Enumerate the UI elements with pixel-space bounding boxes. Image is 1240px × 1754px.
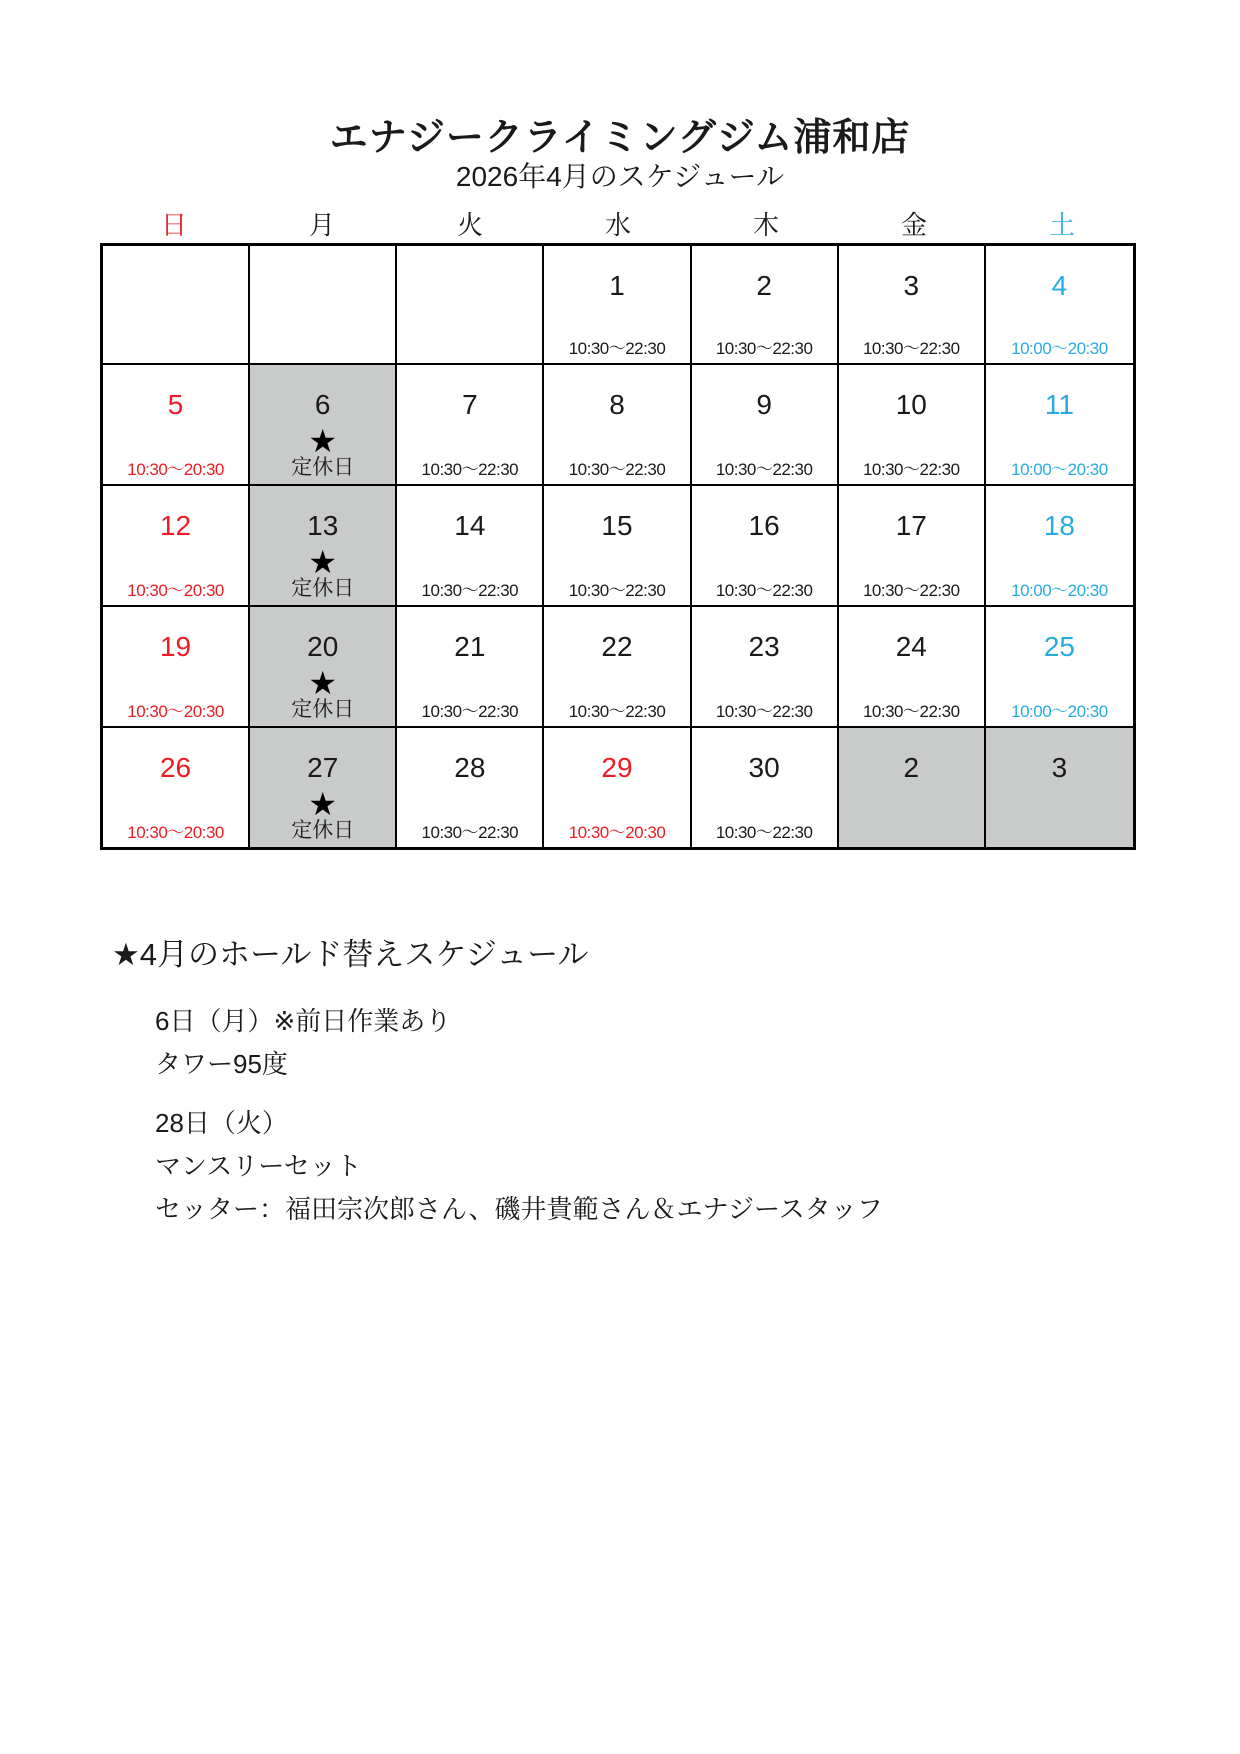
- calendar-cell-24: [839, 607, 986, 728]
- calendar-cell-8: [544, 365, 691, 486]
- star-icon: ★: [308, 423, 338, 459]
- day-number: 25: [1043, 631, 1075, 662]
- day-number: 26: [159, 752, 192, 783]
- closed-day-label: 定休日: [291, 698, 355, 721]
- star-icon: ★: [308, 665, 338, 701]
- day-number: 2: [756, 270, 772, 301]
- weekday-header: [100, 205, 1136, 242]
- open-hours: 10:30～22:30: [862, 581, 960, 600]
- weekday-label: 水: [604, 210, 631, 240]
- note-line: 28日（火）: [155, 1108, 288, 1138]
- calendar-cell-2: [692, 246, 839, 365]
- calendar-cell-3: [839, 246, 986, 365]
- page-title: エナジークライミングジム浦和店: [329, 117, 911, 159]
- closed-day-label: 定休日: [291, 819, 355, 842]
- open-hours: 10:30～22:30: [715, 460, 813, 479]
- note-block-hold-change-2: [155, 1102, 883, 1231]
- open-hours: 10:00～20:30: [1011, 460, 1108, 479]
- day-number: 24: [895, 631, 927, 662]
- calendar-cell-29: [544, 728, 691, 847]
- calendar-cell-16: [692, 486, 839, 607]
- open-hours: 10:30～22:30: [715, 823, 813, 842]
- weekday-label: 木: [752, 210, 779, 240]
- day-number: 12: [159, 510, 192, 541]
- open-hours: 10:30～20:30: [127, 581, 224, 600]
- calendar-cell-2: [839, 728, 986, 847]
- day-number: 6: [314, 389, 331, 420]
- weekday-label: 土: [1048, 210, 1075, 240]
- calendar-cell-7: [397, 365, 544, 486]
- calendar-cell-26: [103, 728, 250, 847]
- closed-day-label: 定休日: [291, 456, 355, 479]
- calendar-cell-10: [839, 365, 986, 486]
- open-hours: 10:30～22:30: [568, 339, 666, 358]
- day-number: 30: [748, 752, 780, 783]
- calendar-cell-empty: [250, 246, 397, 365]
- note-line: タワー95度: [155, 1049, 288, 1079]
- day-number: 9: [756, 389, 772, 420]
- calendar-cell-15: [544, 486, 691, 607]
- calendar-cell-9: [692, 365, 839, 486]
- calendar-cell-25: [986, 607, 1133, 728]
- day-number: 1: [609, 270, 625, 301]
- day-number: 18: [1043, 510, 1075, 541]
- calendar-cell-27: [250, 728, 397, 847]
- day-number: 4: [1051, 270, 1068, 301]
- day-number: 28: [454, 752, 486, 783]
- open-hours: 10:30～22:30: [421, 581, 519, 600]
- closed-day-label: 定休日: [291, 577, 355, 600]
- calendar-cell-5: [103, 365, 250, 486]
- day-number: 22: [601, 631, 633, 662]
- open-hours: 10:30～22:30: [862, 339, 960, 358]
- calendar-cell-28: [397, 728, 544, 847]
- day-number: 8: [609, 389, 625, 420]
- open-hours: 10:30～22:30: [568, 581, 666, 600]
- day-number: 2: [903, 752, 920, 783]
- open-hours: 10:30～22:30: [862, 702, 960, 721]
- calendar-cell-empty: [397, 246, 544, 365]
- calendar-cell-18: [986, 486, 1133, 607]
- calendar-cell-17: [839, 486, 986, 607]
- calendar-cell-3: [986, 728, 1133, 847]
- open-hours: 10:30～22:30: [715, 339, 813, 358]
- day-number: 3: [1051, 752, 1068, 783]
- calendar-cell-14: [397, 486, 544, 607]
- calendar-cell-21: [397, 607, 544, 728]
- calendar-cell-12: [103, 486, 250, 607]
- day-number: 19: [159, 631, 192, 662]
- weekday-label: 金: [900, 210, 927, 240]
- calendar-cell-19: [103, 607, 250, 728]
- open-hours: 10:30～22:30: [421, 460, 519, 479]
- day-number: 14: [454, 510, 486, 541]
- calendar-cell-11: [986, 365, 1133, 486]
- day-number: 15: [601, 510, 633, 541]
- note-line: 6日（月）※前日作業あり: [155, 1006, 452, 1036]
- star-icon: ★: [308, 544, 338, 580]
- calendar-cell-1: [544, 246, 691, 365]
- open-hours: 10:30～22:30: [421, 823, 519, 842]
- day-number: 10: [895, 389, 927, 420]
- note-block-hold-change-1: [155, 1000, 451, 1086]
- calendar-cell-20: [250, 607, 397, 728]
- calendar-cell-6: [250, 365, 397, 486]
- note-line: セッター：福田宗次郎さん、磯井貴範さん＆エナジースタッフ: [155, 1194, 883, 1224]
- day-number: 23: [748, 631, 780, 662]
- day-number: 11: [1044, 389, 1074, 420]
- day-number: 13: [307, 510, 339, 541]
- open-hours: 10:00～20:30: [1011, 339, 1108, 358]
- day-number: 27: [307, 752, 339, 783]
- open-hours: 10:30～20:30: [127, 823, 224, 842]
- open-hours: 10:30～20:30: [568, 823, 666, 842]
- day-number: 17: [895, 510, 927, 541]
- open-hours: 10:30～22:30: [715, 581, 813, 600]
- open-hours: 10:30～20:30: [127, 460, 224, 479]
- note-line: マンスリーセット: [155, 1151, 362, 1181]
- open-hours: 10:00～20:30: [1011, 581, 1108, 600]
- calendar-cell-empty: [103, 246, 250, 365]
- calendar-cell-30: [692, 728, 839, 847]
- calendar-cell-23: [692, 607, 839, 728]
- page-subtitle: 2026年4月のスケジュール: [455, 161, 785, 192]
- calendar-grid: [100, 243, 1136, 850]
- open-hours: 10:30～22:30: [421, 702, 519, 721]
- day-number: 7: [462, 389, 478, 420]
- open-hours: 10:30～20:30: [127, 702, 224, 721]
- weekday-label: 火: [456, 210, 483, 240]
- day-number: 3: [903, 270, 920, 301]
- open-hours: 10:30～22:30: [568, 460, 666, 479]
- star-icon: ★: [308, 786, 338, 822]
- day-number: 21: [454, 631, 486, 662]
- weekday-label: 月: [308, 210, 335, 240]
- weekday-label: 日: [160, 210, 187, 240]
- day-number: 16: [748, 510, 780, 541]
- open-hours: 10:30～22:30: [568, 702, 666, 721]
- calendar-cell-22: [544, 607, 691, 728]
- day-number: 29: [601, 752, 633, 783]
- day-number: 20: [307, 631, 339, 662]
- open-hours: 10:30～22:30: [715, 702, 813, 721]
- calendar-cell-13: [250, 486, 397, 607]
- notes-heading: ★4月のホールド替えスケジュール: [112, 937, 589, 972]
- open-hours: 10:00～20:30: [1011, 702, 1108, 721]
- calendar-cell-4: [986, 246, 1133, 365]
- day-number: 5: [167, 389, 184, 420]
- open-hours: 10:30～22:30: [862, 460, 960, 479]
